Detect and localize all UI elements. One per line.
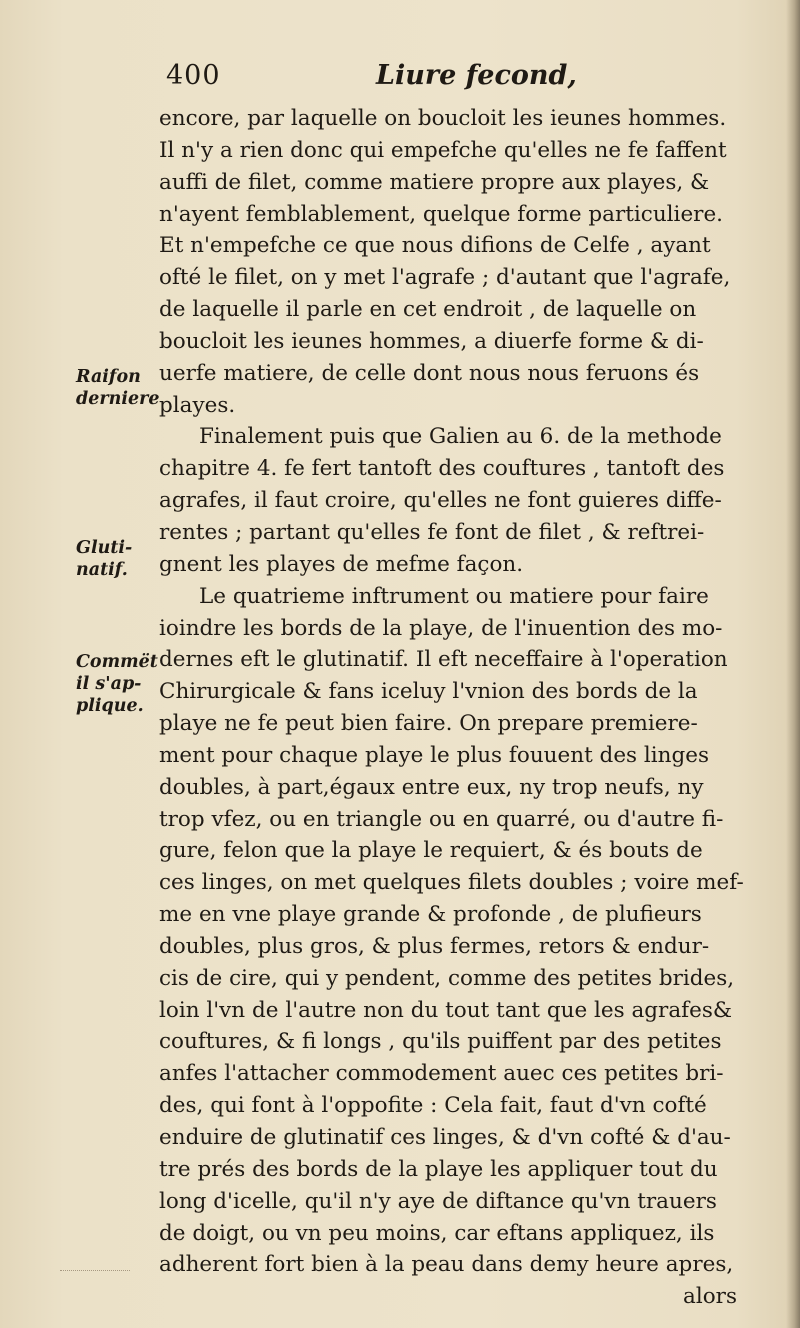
text-line: Finalement puis que Galien au 6. de la methode bbox=[199, 424, 722, 450]
scan-artifact bbox=[60, 1262, 130, 1271]
text-line: agrafes, il faut croire, qu'elles ne font guieres diffe- bbox=[159, 488, 722, 514]
text-line: rentes ; partant qu'elles fe font de filet , & reftrei- bbox=[159, 519, 705, 545]
text-line: doubles, plus gros, & plus fermes, retors & endur- bbox=[159, 933, 710, 959]
text-line: Chirurgicale & fans iceluy l'vnion des bords de la bbox=[159, 679, 698, 705]
text-line: ment pour chaque playe le plus fouuent des linges bbox=[159, 742, 710, 768]
text-line: long d'icelle, qu'il n'y aye de diftance qu'vn trauers bbox=[159, 1188, 717, 1214]
text-line: enduire de glutinatif ces linges, & d'vn cofté & d'au- bbox=[159, 1125, 731, 1150]
text-line: encore, par laquelle on boucloit les ieunes hommes. bbox=[159, 106, 727, 131]
text-line: dernes eft le glutinatif. Il eft neceffaire à l'operation bbox=[159, 647, 728, 673]
margin-note-raison bbox=[76, 366, 159, 410]
text-line: de laquelle il parle en cet endroit , de laquelle on bbox=[159, 297, 697, 323]
text-line: Le quatrieme inftrument ou matiere pour faire bbox=[199, 583, 709, 609]
text-line: me en vne playe grande & profonde , de plufieurs bbox=[159, 902, 702, 928]
margin-note-comment bbox=[76, 651, 158, 717]
text-line: couftures, & fi longs , qu'ils puiffent par des petites bbox=[159, 1029, 722, 1055]
text-line: doubles, à part,égaux entre eux, ny trop neufs, ny bbox=[159, 774, 704, 800]
text-line: loin l'vn de l'autre non du tout tant que les agrafes& bbox=[159, 997, 733, 1023]
catchword: alors bbox=[683, 1284, 737, 1310]
text-line: uerfe matiere, de celle dont nous nous feruons és bbox=[159, 360, 700, 386]
running-title: Liure fecond, bbox=[376, 60, 577, 91]
text-line: boucloit les ieunes hommes, a diuerfe forme & di- bbox=[159, 328, 704, 354]
text-line: ioindre les bords de la playe, de l'inuention des mo- bbox=[159, 615, 723, 641]
text-line: playe ne fe peut bien faire. On prepare premiere- bbox=[159, 711, 698, 737]
text-line: cis de cire, qui y pendent, comme des petites brides, bbox=[159, 965, 735, 991]
margin-note-line: Gluti- bbox=[76, 538, 133, 558]
margin-note-line: derniere bbox=[76, 389, 160, 409]
text-line: Il n'y a rien donc qui empefche qu'elles ne fe faffent bbox=[159, 137, 727, 163]
text-line: ces linges, on met quelques filets doubles ; voire mef- bbox=[159, 870, 744, 896]
margin-note-line: natif. bbox=[76, 560, 128, 580]
page-edge-shadow bbox=[786, 0, 800, 1328]
text-line: adherent fort bien à la peau dans demy heure apres, bbox=[159, 1252, 734, 1278]
text-line: ofté le filet, on y met l'agrafe ; d'autant que l'agrafe, bbox=[159, 265, 731, 291]
running-head bbox=[166, 60, 606, 100]
text-line: trop vfez, ou en triangle ou en quarré, ou d'autre fi- bbox=[159, 806, 724, 832]
text-line: des, qui font à l'oppofite : Cela fait, faut d'vn cofté bbox=[159, 1093, 707, 1119]
text-line: gnent les playes de mefme façon. bbox=[159, 551, 524, 577]
text-line: gure, felon que la playe le requiert, & és bouts de bbox=[159, 838, 703, 864]
margin-note-line: plique. bbox=[76, 696, 144, 716]
text-line: tre prés des bords de la playe les appliquer tout du bbox=[159, 1156, 718, 1182]
margin-note-line: Commët bbox=[76, 652, 158, 672]
text-line: n'ayent femblablement, quelque forme particuliere. bbox=[159, 201, 723, 227]
text-line: playes. bbox=[159, 392, 236, 418]
text-line: anfes l'attacher commodement auec ces petites bri- bbox=[159, 1061, 724, 1087]
margin-note-line: il s'ap- bbox=[76, 674, 142, 694]
text-line: auffi de filet, comme matiere propre aux playes, & bbox=[159, 169, 710, 195]
margin-note-line: Raifon bbox=[76, 367, 141, 387]
page-number: 400 bbox=[166, 60, 221, 91]
body-text bbox=[159, 103, 744, 1313]
text-line: de doigt, ou vn peu moins, car eftans appliquez, ils bbox=[159, 1220, 715, 1246]
margin-note-glutinatif bbox=[76, 537, 132, 581]
text-line: Et n'empefche ce que nous difions de Celfe , ayant bbox=[159, 233, 711, 259]
text-line: chapitre 4. fe fert tantoft des couftures , tantoft des bbox=[159, 456, 725, 482]
